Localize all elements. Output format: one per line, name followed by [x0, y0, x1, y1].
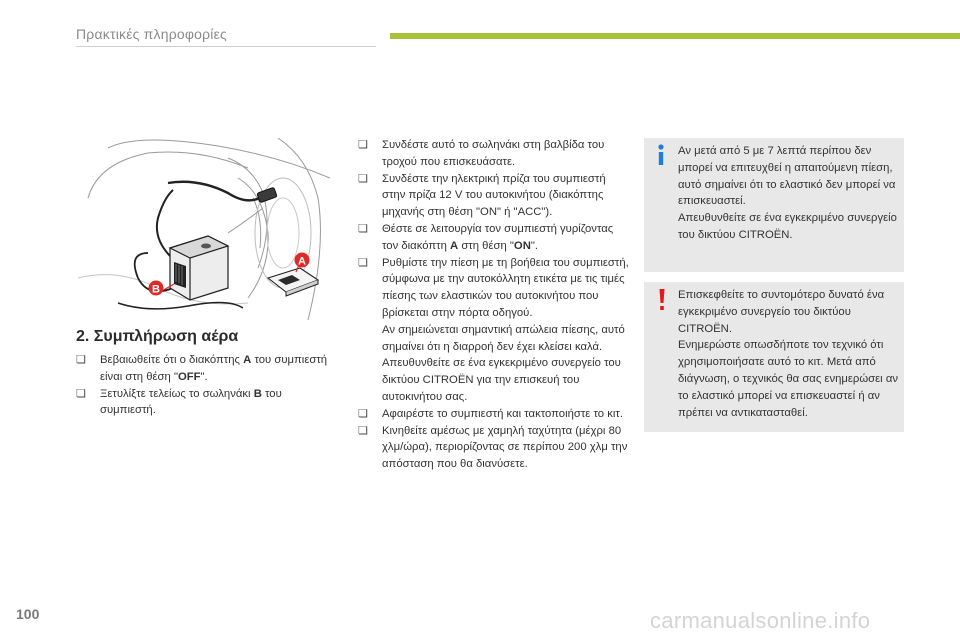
list-item	[358, 137, 630, 171]
watermark: carmanualsonline.info	[650, 608, 871, 633]
checkbox-bullet-icon: ❏	[358, 424, 368, 437]
list-item	[358, 221, 630, 255]
section-header-title: Πρακτικές πληροφορίες	[76, 26, 228, 42]
info-paragraph: Απευθυνθείτε σε ένα εγκεκριμένο συνεργείο του δικτύου CITROËN.	[678, 212, 897, 241]
warning-paragraph: Ενημερώστε οπωσδήποτε τον τεχνικό ότι χρησιμοποιήσατε αυτό το κιτ. Μετά από διάγνωση, ο τεχνικός θα σας ενημερώσει αν το ελαστικό μπορεί να επισκευαστεί ή αν πρέπει να αντικατασταθεί.	[678, 339, 898, 419]
step-text: Συνδέστε αυτό το σωληνάκι στη βαλβίδα του τροχού που επισκευάσατε.	[382, 139, 605, 168]
step-text: Ρυθμίστε την πίεση με τη βοήθεια του συμπιεστή, σύμφωνα με την αυτοκόλλητη ετικέτα με τις τιμές πίεσης των ελαστικών του αυτοκινήτου που βρίσκεται στην πόρτα οδηγού.	[382, 256, 629, 319]
checkbox-bullet-icon: ❏	[76, 387, 86, 400]
warning-paragraph: Επισκεφθείτε το συντομότερο δυνατό ένα εγκεκριμένο συνεργείο του δικτύου CITROËN.	[678, 289, 885, 335]
checkbox-bullet-icon: ❏	[358, 222, 368, 235]
label-a-text: A	[298, 255, 306, 268]
step-text: Κινηθείτε αμέσως με χαμηλή ταχύτητα (μέχρι 80 χλμ/ώρα), περιορίζοντας σε περίπου 200 χλμ την απόσταση που θα διανύσετε.	[382, 424, 628, 471]
step-text: του συμπιεστή.	[100, 387, 282, 417]
step-text: ".	[200, 370, 208, 383]
switch-a-label: A	[450, 239, 459, 252]
compressor-illustration	[78, 138, 330, 320]
list-item	[358, 406, 630, 423]
list-item	[76, 386, 328, 420]
label-b-text: B	[152, 283, 160, 296]
info-icon	[654, 143, 668, 167]
step-text: Αφαιρέστε το συμπιεστή και τακτοποιήστε το κιτ.	[382, 407, 623, 420]
step-note: Αν σημειώνεται σημαντική απώλεια πίεσης, αυτό σημαίνει ότι η διαρροή δεν έχει κλείσει καλά. Απευθυνθείτε σε ένα εγκεκριμένο συνεργείο του δικτύου CITROËN για την επισκευή του αυτοκινήτου σας.	[382, 323, 625, 403]
header-accent-bar	[390, 33, 960, 39]
step-text: στη θέση "	[458, 239, 514, 252]
step-text: Συνδέστε την ηλεκτρική πρίζα του συμπιεστή στην πρίζα 12 V του αυτοκινήτου (διακόπτης μηχανής στη θέση "ON" ή "ACC").	[382, 172, 606, 219]
exclamation-icon	[658, 288, 666, 312]
hose-b-label: B	[253, 387, 262, 400]
on-label: ON	[513, 239, 531, 252]
step-text: Βεβαιωθείτε ότι ο διακόπτης	[100, 354, 244, 366]
label-a-marker	[295, 253, 310, 268]
step-text: του συμπιεστή είναι στη θέση "	[100, 354, 328, 383]
section-title: 2. Συμπλήρωση αέρα	[76, 328, 239, 345]
step-text: Θέστε σε λειτουργία τον συμπιεστή γυρίζοντας τον διακόπτη	[382, 222, 614, 252]
list-item	[76, 352, 328, 386]
checkbox-bullet-icon: ❏	[358, 256, 368, 269]
checkbox-bullet-icon: ❏	[358, 139, 368, 151]
page-number: 100	[16, 606, 40, 622]
checkbox-bullet-icon: ❏	[358, 172, 368, 185]
info-paragraph: Αν μετά από 5 με 7 λεπτά περίπου δεν μπορεί να επιτευχθεί η απαιτούμενη πίεση, αυτό σημαίνει ότι το ελαστικό δεν μπορεί να επισκευαστεί.	[678, 145, 896, 208]
left-steps-list	[76, 352, 328, 419]
step-text: Ξετυλίξτε τελείως το σωληνάκι	[100, 387, 254, 400]
header-divider	[76, 46, 376, 47]
compressor-drawing	[78, 138, 330, 320]
list-item	[358, 423, 630, 473]
list-item	[358, 255, 630, 406]
warning-note-box	[644, 282, 904, 432]
right-steps-list	[358, 137, 630, 473]
info-note-box	[644, 138, 904, 272]
checkbox-bullet-icon: ❏	[76, 354, 86, 366]
switch-a-label: A	[243, 354, 252, 366]
step-text: ".	[530, 239, 539, 252]
list-item	[358, 171, 630, 221]
label-b-marker	[149, 281, 164, 296]
checkbox-bullet-icon: ❏	[358, 407, 368, 420]
off-label: OFF	[177, 370, 201, 383]
